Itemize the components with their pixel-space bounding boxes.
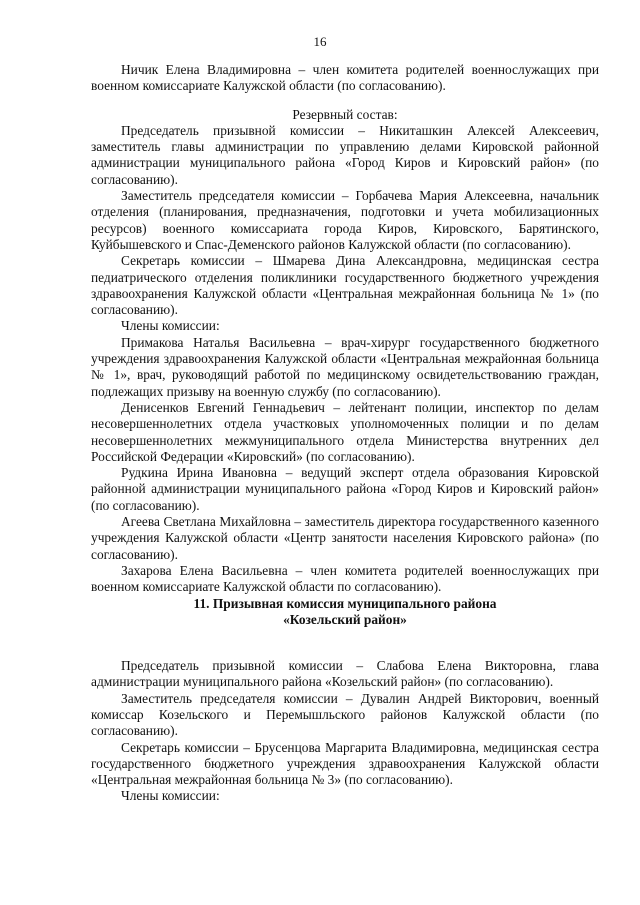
- paragraph-reserve-deputy: Заместитель председателя комиссии – Горбачева Мария Алексеевна, начальник отделения (планирования, предназначения, подготовки и учета мобилизационных ресурсов) военного комиссариата города Киров, Кировского, Барятинского, Куйбышевского и Спас-Деменского районов Калужской области (по согласованию).: [91, 188, 599, 252]
- paragraph-member-rudkina: Рудкина Ирина Ивановна – ведущий эксперт отдела образования Кировской районной администрации муниципального района «Город Киров и Кировский район» (по согласованию).: [91, 465, 599, 513]
- paragraph-member-ageeva: Агеева Светлана Михайловна – заместитель директора государственного казенного учреждения Калужской области «Центр занятости населения Кировского района» (по согласованию).: [91, 514, 599, 562]
- paragraph-section-chairman: Председатель призывной комиссии – Слабова Елена Викторовна, глава администрации муниципального района «Козельский район» (по согласованию).: [91, 658, 599, 690]
- paragraph-reserve-chairman: Председатель призывной комиссии – Никиташкин Алексей Алексеевич, заместитель главы администрации по управлению делами Кировской районной администрации муниципального района «Город Киров и Кировский район» (по согласованию).: [91, 122, 599, 187]
- paragraph-section-deputy: Заместитель председателя комиссии – Дувалин Андрей Викторович, военный комиссар Козельского и Перемышльского районов Калужской области (по согласованию).: [91, 690, 599, 739]
- section-heading: [91, 596, 599, 629]
- paragraph-reserve-members-label: Члены комиссии:: [121, 318, 220, 334]
- paragraph-reserve-secretary: Секретарь комиссии – Шмарева Дина Александровна, медицинская сестра педиатрического отделения поликлиники государственного бюджетного учреждения здравоохранения Калужской области «Центральная межрайонная больница № 1» (по согласованию).: [91, 253, 599, 318]
- section-heading-line2: «Козельский район»: [283, 611, 407, 627]
- paragraph-section-secretary: Секретарь комиссии – Брусенцова Маргарита Владимировна, медицинская сестра государственного бюджетного учреждения здравоохранения Калужской области «Центральная межрайонная больница № 3» (по согласованию).: [91, 739, 599, 788]
- reserve-title: Резервный состав:: [292, 106, 398, 122]
- paragraph-section-members-label: Члены комиссии:: [121, 788, 220, 804]
- section-heading-line1: 11. Призывная комиссия муниципального района: [193, 595, 497, 611]
- page-number: 16: [313, 34, 327, 49]
- paragraph-member-denisenkov: Денисенков Евгений Геннадьевич – лейтенант полиции, инспектор по делам несовершеннолетних отдела участковых уполномоченных полиции и по делам несовершеннолетних межмуниципального отдела Министерства внутренних дел Российской Федерации «Кировский» (по согласованию).: [91, 399, 599, 464]
- paragraph-nichik: Ничик Елена Владимировна – член комитета родителей военнослужащих при военном комиссариате Калужской области (по согласованию).: [91, 62, 599, 94]
- paragraph-member-primakova: Примакова Наталья Васильевна – врач-хирург государственного бюджетного учреждения здравоохранения Калужской области «Центральная межрайонная больница № 1», врач, руководящий работой по медицинскому освидетельствованию граждан, подлежащих призыву на военную службу (по согласованию).: [91, 334, 599, 399]
- document-body: [91, 62, 599, 805]
- paragraph-member-zakharova: Захарова Елена Васильевна – член комитета родителей военнослужащих при военном комиссариате Калужской области по согласованию).: [91, 562, 599, 595]
